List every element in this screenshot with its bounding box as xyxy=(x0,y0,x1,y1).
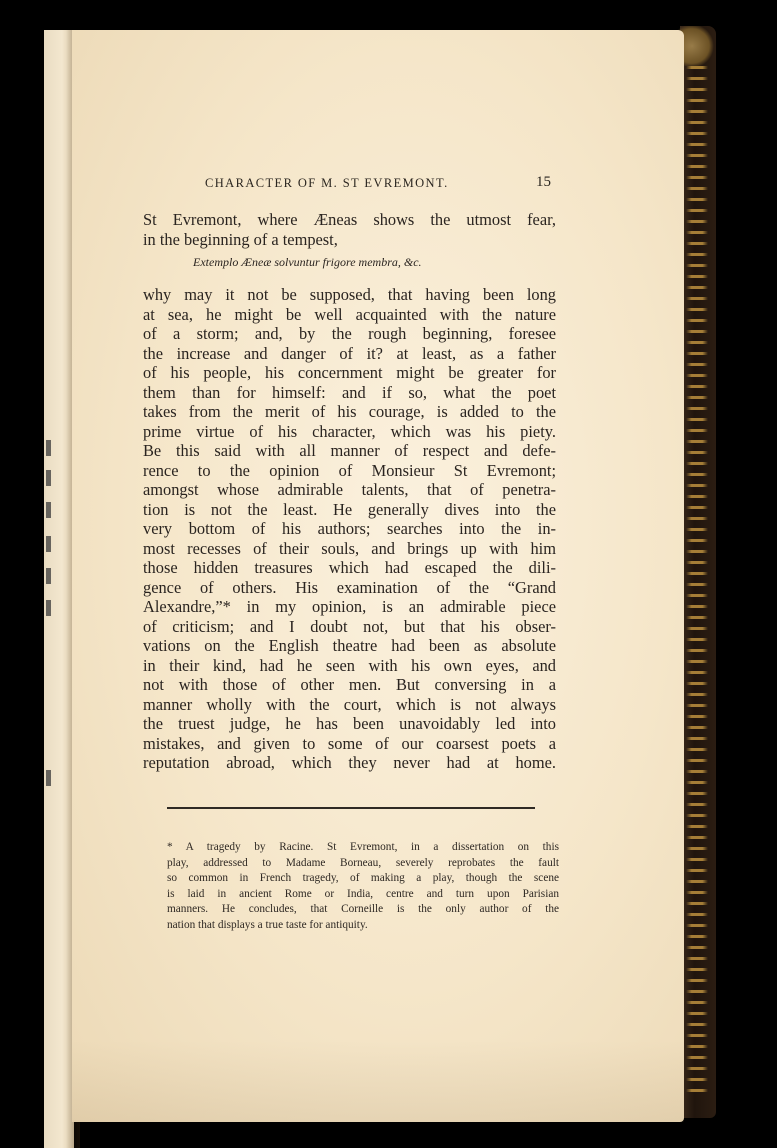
text-line: the increase and danger of it? at least, as a father xyxy=(143,343,556,363)
text-line: in the beginning of a tempest, xyxy=(143,229,338,249)
footnote-line: nation that displays a true taste for antiquity. xyxy=(167,918,368,931)
footnote-line: play, addressed to Madame Borneau, severely reprobates the fault xyxy=(167,856,559,869)
footnote-line: is laid in ancient Rome or India, centre and turn upon Parisian xyxy=(167,887,559,900)
text-line: why may it not be supposed, that having been long xyxy=(143,285,556,304)
text-line: manner wholly with the court, which is not always xyxy=(143,694,556,714)
text-line: of criticism; and I doubt not, but that his obser- xyxy=(143,616,556,636)
page-shading xyxy=(72,1040,684,1122)
text-line: mistakes, and given to some of our coarsest poets a xyxy=(143,733,556,753)
running-title: CHARACTER OF M. ST EVREMONT. xyxy=(205,176,449,190)
text-line: most recesses of their souls, and brings up with him xyxy=(143,538,556,558)
footnote-line: manners. He concludes, that Corneille is the only author of the xyxy=(167,903,559,915)
text-line: takes from the merit of his courage, is added to the xyxy=(143,402,556,421)
text-line: vations on the English theatre had been as absolute xyxy=(143,636,556,655)
footnote-rule xyxy=(167,807,535,809)
text-line: at sea, he might be well acquainted with the nature xyxy=(143,304,556,324)
paragraph xyxy=(143,285,556,773)
text-line: of a storm; and, by the rough beginning, foresee xyxy=(143,324,556,343)
footnote-line: so common in French tragedy, of making a play, though the scene xyxy=(167,872,559,884)
text-line: not with those of other men. But conversing in a xyxy=(143,675,556,694)
left-margin-marks xyxy=(46,440,56,800)
text-line: in their kind, had he seen with his own eyes, and xyxy=(143,655,556,675)
running-head xyxy=(205,176,555,194)
text-line: amongst whose admirable talents, that of penetra- xyxy=(143,480,556,499)
page-number: 15 xyxy=(536,174,551,190)
footnote xyxy=(167,840,559,933)
book-spine xyxy=(680,26,716,1118)
text-line: reputation abroad, which they never had at home. xyxy=(143,753,556,772)
text-line: St Evremont, where Æneas shows the utmost fear, xyxy=(143,210,556,229)
text-line: rence to the opinion of Monsieur St Evremont; xyxy=(143,460,556,480)
text-line: gence of others. His examination of the “Grand xyxy=(143,577,556,597)
text-line: Alexandre,”* in my opinion, is an admirable piece xyxy=(143,597,556,616)
text-line: them than for himself: and if so, what the poet xyxy=(143,382,556,402)
text-line: prime virtue of his character, which was his piety. xyxy=(143,421,556,441)
latin-quotation: Extemplo Æneæ solvuntur frigore membra, &c. xyxy=(193,255,422,269)
text-line: the truest judge, he has been unavoidably led into xyxy=(143,714,556,733)
text-line: very bottom of his authors; searches into the in- xyxy=(143,519,556,538)
gilt-ornament xyxy=(686,66,708,1096)
text-line: tion is not the least. He generally dives into the xyxy=(143,499,556,519)
text-line: those hidden treasures which had escaped the dili- xyxy=(143,558,556,577)
main-text xyxy=(143,210,556,773)
footnote-line: * A tragedy by Racine. St Evremont, in a dissertation on this xyxy=(167,841,559,853)
text-line: of his people, his concernment might be greater for xyxy=(143,363,556,382)
text-line: Be this said with all manner of respect and defe- xyxy=(143,441,556,460)
